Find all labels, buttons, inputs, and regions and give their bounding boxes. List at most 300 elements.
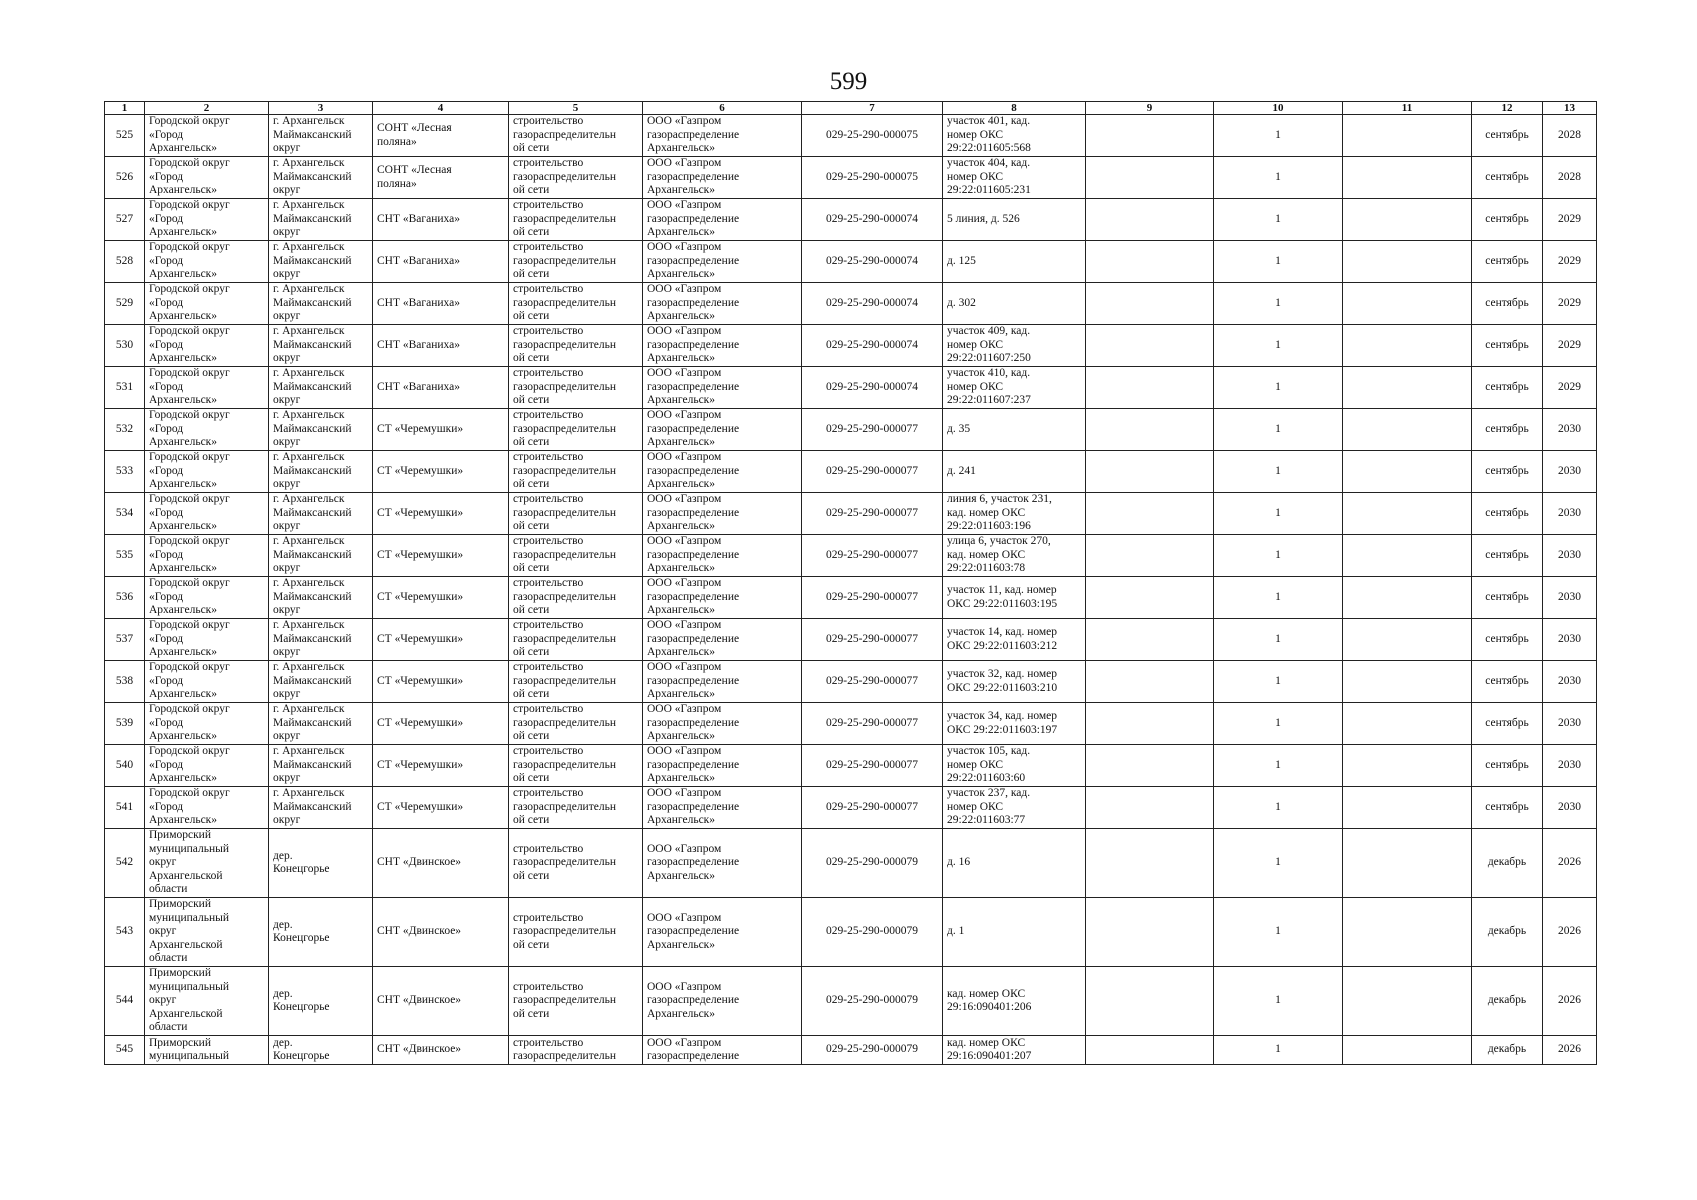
cell-text: СНТ «Ваганиха»: [377, 338, 460, 351]
cell-text: Городской округ «Город Архангельск»: [149, 451, 230, 491]
cell-text: участок 237, кад. номер ОКС 29:22:011603:77: [947, 787, 1031, 827]
table-cell: [1543, 493, 1597, 535]
table-cell: [373, 829, 509, 898]
table-cell: [943, 745, 1086, 787]
cell-text: декабрь: [1487, 1043, 1527, 1056]
table-cell: [105, 787, 145, 829]
table-cell: [643, 787, 802, 829]
cell-text: Городской округ «Город Архангельск»: [149, 367, 230, 407]
table-row: [105, 115, 1597, 157]
table-cell: [373, 787, 509, 829]
cell-text: сентябрь: [1485, 716, 1529, 729]
table-cell: [1086, 1036, 1214, 1065]
table-cell: [105, 409, 145, 451]
cell-text: сентябрь: [1485, 548, 1529, 561]
cell-text: 540: [115, 758, 134, 771]
cell-text: 2029: [1558, 380, 1581, 393]
table-cell: [509, 115, 643, 157]
cell-text: 544: [115, 994, 134, 1007]
table-cell: [1543, 619, 1597, 661]
table-row: [105, 493, 1597, 535]
table-cell: [1086, 241, 1214, 283]
table-cell: [1214, 745, 1343, 787]
table-cell: [1472, 409, 1543, 451]
cell-text: 2030: [1558, 590, 1581, 603]
table-cell: [145, 1036, 269, 1065]
table-cell: [943, 1036, 1086, 1065]
cell-text: 1: [1275, 994, 1281, 1007]
cell-text: Городской округ «Город Архангельск»: [149, 115, 230, 155]
table-cell: [105, 325, 145, 367]
cell-text: участок 14, кад. номер ОКС 29:22:011603:212: [947, 626, 1058, 652]
table-cell: [1543, 325, 1597, 367]
cell-text: 029-25-290-000075: [826, 170, 918, 183]
cell-text: г. Архангельск Маймаксанский округ: [273, 409, 352, 449]
table-cell: [105, 199, 145, 241]
table-cell: [1086, 157, 1214, 199]
table-cell: [1214, 199, 1343, 241]
cell-text: 1: [1275, 716, 1281, 729]
table-cell: [509, 703, 643, 745]
cell-text: ООО «Газпром газораспределение Архангельск»: [647, 577, 740, 617]
cell-text: 2029: [1558, 296, 1581, 309]
table-cell: [1472, 535, 1543, 577]
table-cell: [1343, 115, 1472, 157]
table-cell: [1214, 535, 1343, 577]
table-cell: [802, 619, 943, 661]
table-cell: [1086, 829, 1214, 898]
table-cell: [643, 898, 802, 967]
cell-text: строительство газораспределительн ой сети: [513, 787, 616, 827]
table-cell: [509, 325, 643, 367]
table-cell: [1543, 241, 1597, 283]
cell-text: 533: [115, 464, 134, 477]
cell-text: ООО «Газпром газораспределение Архангельск»: [647, 325, 740, 365]
table-cell: [1543, 199, 1597, 241]
cell-text: строительство газораспределительн ой сети: [513, 199, 616, 239]
cell-text: сентябрь: [1485, 422, 1529, 435]
cell-text: декабрь: [1487, 994, 1527, 1007]
table-cell: [802, 409, 943, 451]
cell-text: СНТ «Ваганиха»: [377, 380, 460, 393]
table-cell: [1214, 661, 1343, 703]
table-cell: [269, 703, 373, 745]
cell-text: 526: [115, 170, 134, 183]
cell-text: 2029: [1558, 338, 1581, 351]
cell-text: ООО «Газпром газораспределение Архангельск»: [647, 535, 740, 575]
table-cell: [1472, 619, 1543, 661]
table-cell: [509, 409, 643, 451]
cell-text: Приморский муниципальный: [149, 1036, 230, 1062]
cell-text: строительство газораспределительн ой сети: [513, 745, 616, 785]
column-header: 6: [643, 102, 802, 115]
table-row: [105, 967, 1597, 1036]
cell-text: 1: [1275, 422, 1281, 435]
table-cell: [1543, 661, 1597, 703]
cell-text: сентябрь: [1485, 338, 1529, 351]
cell-text: 1: [1275, 758, 1281, 771]
cell-text: 2030: [1558, 506, 1581, 519]
cell-text: г. Архангельск Маймаксанский округ: [273, 157, 352, 197]
table-cell: [269, 451, 373, 493]
table-cell: [1343, 829, 1472, 898]
table-cell: [145, 577, 269, 619]
table-cell: [1086, 367, 1214, 409]
cell-text: ООО «Газпром газораспределение Архангельск»: [647, 241, 740, 281]
table-cell: [105, 703, 145, 745]
cell-text: Городской округ «Город Архангельск»: [149, 199, 230, 239]
table-cell: [373, 577, 509, 619]
cell-text: 029-25-290-000079: [826, 1043, 918, 1056]
cell-text: г. Архангельск Маймаксанский округ: [273, 283, 352, 323]
cell-text: г. Архангельск Маймаксанский округ: [273, 325, 352, 365]
table-cell: [1543, 157, 1597, 199]
table-cell: [1214, 115, 1343, 157]
cell-text: 529: [115, 296, 134, 309]
table-cell: [105, 967, 145, 1036]
cell-text: строительство газораспределительн ой сети: [513, 283, 616, 323]
table-cell: [643, 829, 802, 898]
cell-text: 029-25-290-000079: [826, 994, 918, 1007]
table-cell: [643, 535, 802, 577]
cell-text: Городской округ «Город Архангельск»: [149, 661, 230, 701]
table-cell: [145, 115, 269, 157]
cell-text: 538: [115, 674, 134, 687]
table-cell: [145, 283, 269, 325]
table-cell: [1086, 199, 1214, 241]
table-cell: [643, 967, 802, 1036]
table-cell: [509, 898, 643, 967]
cell-text: кад. номер ОКС 29:16:090401:207: [947, 1036, 1032, 1062]
table-cell: [1214, 703, 1343, 745]
cell-text: 1: [1275, 548, 1281, 561]
cell-text: сентябрь: [1485, 170, 1529, 183]
table-cell: [1214, 898, 1343, 967]
cell-text: участок 401, кад. номер ОКС 29:22:011605:568: [947, 115, 1031, 155]
table-cell: [145, 535, 269, 577]
table-cell: [145, 703, 269, 745]
table-cell: [1214, 325, 1343, 367]
cell-text: ООО «Газпром газораспределение Архангельск»: [647, 409, 740, 449]
table-cell: [802, 577, 943, 619]
cell-text: Приморский муниципальный округ Архангельской области: [149, 829, 230, 896]
table-cell: [643, 1036, 802, 1065]
cell-text: декабрь: [1487, 925, 1527, 938]
cell-text: участок 404, кад. номер ОКС 29:22:011605:231: [947, 157, 1031, 197]
cell-text: д. 1: [947, 925, 965, 938]
cell-text: строительство газораспределительн ой сети: [513, 619, 616, 659]
cell-text: Городской округ «Город Архангельск»: [149, 619, 230, 659]
table-cell: [1343, 1036, 1472, 1065]
table-cell: [643, 241, 802, 283]
cell-text: сентябрь: [1485, 506, 1529, 519]
table-cell: [145, 967, 269, 1036]
table-cell: [145, 745, 269, 787]
table-cell: [373, 619, 509, 661]
cell-text: ООО «Газпром газораспределение Архангельск»: [647, 115, 740, 155]
table-cell: [943, 199, 1086, 241]
cell-text: СНТ «Ваганиха»: [377, 296, 460, 309]
table-cell: [1343, 967, 1472, 1036]
table-cell: [1472, 199, 1543, 241]
cell-text: сентябрь: [1485, 800, 1529, 813]
table-row: [105, 577, 1597, 619]
cell-text: ООО «Газпром газораспределение Архангельск»: [647, 283, 740, 323]
table-cell: [373, 661, 509, 703]
table-cell: [943, 898, 1086, 967]
cell-text: строительство газораспределительн: [513, 1036, 616, 1062]
table-cell: [1086, 745, 1214, 787]
cell-text: СТ «Черемушки»: [377, 716, 464, 729]
table-cell: [509, 451, 643, 493]
table-cell: [269, 535, 373, 577]
table-cell: [1472, 745, 1543, 787]
table-cell: [1343, 787, 1472, 829]
table-cell: [1086, 283, 1214, 325]
cell-text: 1: [1275, 128, 1281, 141]
table-cell: [943, 367, 1086, 409]
cell-text: ООО «Газпром газораспределение Архангельск»: [647, 199, 740, 239]
table-cell: [802, 661, 943, 703]
cell-text: СТ «Черемушки»: [377, 590, 464, 603]
table-cell: [1343, 241, 1472, 283]
data-table: [104, 101, 1597, 1065]
table-cell: [802, 703, 943, 745]
table-row: [105, 535, 1597, 577]
cell-text: 2028: [1558, 170, 1581, 183]
table-cell: [1086, 619, 1214, 661]
cell-text: строительство газораспределительн ой сети: [513, 409, 616, 449]
cell-text: 029-25-290-000074: [826, 254, 918, 267]
table-cell: [1343, 535, 1472, 577]
cell-text: строительство газораспределительн ой сети: [513, 367, 616, 407]
table-cell: [1472, 898, 1543, 967]
cell-text: 2029: [1558, 212, 1581, 225]
table-cell: [269, 283, 373, 325]
cell-text: ООО «Газпром газораспределение Архангельск»: [647, 787, 740, 827]
table-cell: [1343, 577, 1472, 619]
cell-text: СТ «Черемушки»: [377, 506, 464, 519]
cell-text: СТ «Черемушки»: [377, 758, 464, 771]
table-cell: [943, 577, 1086, 619]
cell-text: 1: [1275, 674, 1281, 687]
table-cell: [943, 661, 1086, 703]
table-cell: [1086, 115, 1214, 157]
table-cell: [145, 829, 269, 898]
cell-text: СТ «Черемушки»: [377, 800, 464, 813]
table-cell: [105, 535, 145, 577]
table-cell: [1472, 157, 1543, 199]
table-cell: [802, 967, 943, 1036]
table-cell: [643, 409, 802, 451]
cell-text: Городской округ «Город Архангельск»: [149, 745, 230, 785]
page-number: 599: [829, 68, 868, 95]
table-cell: [943, 451, 1086, 493]
cell-text: ООО «Газпром газораспределение Архангельск»: [647, 842, 740, 882]
table-cell: [269, 661, 373, 703]
cell-text: участок 410, кад. номер ОКС 29:22:011607:237: [947, 367, 1031, 407]
table-cell: [373, 1036, 509, 1065]
table-cell: [1343, 367, 1472, 409]
table-cell: [643, 619, 802, 661]
table-cell: [1343, 493, 1472, 535]
cell-text: 2029: [1558, 254, 1581, 267]
table-cell: [105, 898, 145, 967]
cell-text: строительство газораспределительн ой сети: [513, 661, 616, 701]
table-cell: [1214, 967, 1343, 1036]
table-cell: [643, 157, 802, 199]
cell-text: 2026: [1558, 856, 1581, 869]
table-cell: [1086, 325, 1214, 367]
table-cell: [802, 898, 943, 967]
table-row: [105, 241, 1597, 283]
table-cell: [643, 451, 802, 493]
table-cell: [509, 199, 643, 241]
table-cell: [1543, 967, 1597, 1036]
cell-text: Городской округ «Город Архангельск»: [149, 493, 230, 533]
cell-text: сентябрь: [1485, 590, 1529, 603]
table-cell: [643, 283, 802, 325]
table-cell: [509, 535, 643, 577]
table-cell: [509, 241, 643, 283]
table-cell: [1472, 451, 1543, 493]
cell-text: 029-25-290-000077: [826, 758, 918, 771]
cell-text: 029-25-290-000077: [826, 422, 918, 435]
table-cell: [145, 898, 269, 967]
cell-text: 2026: [1558, 925, 1581, 938]
cell-text: 542: [115, 856, 134, 869]
table-cell: [1343, 703, 1472, 745]
cell-text: 2030: [1558, 800, 1581, 813]
cell-text: строительство газораспределительн ой сети: [513, 157, 616, 197]
table-row: [105, 661, 1597, 703]
cell-text: сентябрь: [1485, 674, 1529, 687]
cell-text: 530: [115, 338, 134, 351]
cell-text: 029-25-290-000074: [826, 296, 918, 309]
column-header: 9: [1086, 102, 1214, 115]
cell-text: 029-25-290-000079: [826, 925, 918, 938]
cell-text: ООО «Газпром газораспределение Архангельск»: [647, 493, 740, 533]
cell-text: 2030: [1558, 758, 1581, 771]
cell-text: 1: [1275, 1043, 1281, 1056]
cell-text: Городской округ «Город Архангельск»: [149, 241, 230, 281]
table-cell: [802, 829, 943, 898]
table-cell: [269, 367, 373, 409]
table-cell: [1543, 283, 1597, 325]
table-cell: [1214, 451, 1343, 493]
table-cell: [509, 787, 643, 829]
table-cell: [105, 661, 145, 703]
table-cell: [1543, 898, 1597, 967]
table-cell: [643, 325, 802, 367]
table-cell: [145, 493, 269, 535]
table-cell: [145, 451, 269, 493]
table-cell: [105, 367, 145, 409]
cell-text: 531: [115, 380, 134, 393]
cell-text: СНТ «Двинское»: [377, 925, 462, 938]
cell-text: сентябрь: [1485, 464, 1529, 477]
cell-text: СТ «Черемушки»: [377, 632, 464, 645]
table-cell: [1472, 493, 1543, 535]
cell-text: д. 35: [947, 422, 971, 435]
cell-text: строительство газораспределительн ой сети: [513, 703, 616, 743]
column-header: 7: [802, 102, 943, 115]
cell-text: 1: [1275, 590, 1281, 603]
table-cell: [1472, 325, 1543, 367]
cell-text: г. Архангельск Маймаксанский округ: [273, 619, 352, 659]
cell-text: участок 32, кад. номер ОКС 29:22:011603:210: [947, 668, 1058, 694]
cell-text: строительство газораспределительн ой сети: [513, 980, 616, 1020]
table-cell: [105, 115, 145, 157]
table-cell: [643, 493, 802, 535]
cell-text: 029-25-290-000077: [826, 590, 918, 603]
cell-text: строительство газораспределительн ой сети: [513, 115, 616, 155]
column-header: 13: [1543, 102, 1597, 115]
cell-text: 1: [1275, 296, 1281, 309]
cell-text: 2026: [1558, 994, 1581, 1007]
cell-text: строительство газораспределительн ой сети: [513, 451, 616, 491]
cell-text: СНТ «Двинское»: [377, 994, 462, 1007]
cell-text: д. 241: [947, 464, 976, 477]
table-cell: [1472, 703, 1543, 745]
table-cell: [802, 157, 943, 199]
column-header: 1: [105, 102, 145, 115]
cell-text: участок 409, кад. номер ОКС 29:22:011607:250: [947, 325, 1031, 365]
cell-text: дер. Конецгорье: [273, 987, 330, 1013]
cell-text: строительство газораспределительн ой сети: [513, 842, 616, 882]
table-cell: [145, 199, 269, 241]
table-cell: [269, 829, 373, 898]
table-cell: [943, 283, 1086, 325]
cell-text: 527: [115, 212, 134, 225]
table-cell: [269, 325, 373, 367]
cell-text: линия 6, участок 231, кад. номер ОКС 29:22:011603:196: [947, 493, 1052, 533]
cell-text: г. Архангельск Маймаксанский округ: [273, 199, 352, 239]
table-row: [105, 283, 1597, 325]
table-cell: [373, 409, 509, 451]
cell-text: СОНТ «Лесная поляна»: [377, 122, 452, 148]
cell-text: Городской округ «Город Архангельск»: [149, 157, 230, 197]
table-cell: [1214, 241, 1343, 283]
table-cell: [1472, 241, 1543, 283]
cell-text: 2030: [1558, 632, 1581, 645]
table-cell: [373, 283, 509, 325]
cell-text: 536: [115, 590, 134, 603]
cell-text: Городской округ «Город Архангельск»: [149, 703, 230, 743]
table-cell: [1472, 1036, 1543, 1065]
table-row: [105, 325, 1597, 367]
cell-text: ООО «Газпром газораспределение Архангельск»: [647, 619, 740, 659]
cell-text: 029-25-290-000077: [826, 506, 918, 519]
cell-text: 2028: [1558, 128, 1581, 141]
table-row: [105, 409, 1597, 451]
cell-text: СНТ «Двинское»: [377, 1043, 462, 1056]
cell-text: сентябрь: [1485, 758, 1529, 771]
table-cell: [269, 967, 373, 1036]
table-cell: [1214, 493, 1343, 535]
table-cell: [943, 493, 1086, 535]
table-cell: [802, 745, 943, 787]
table-row: [105, 619, 1597, 661]
cell-text: 029-25-290-000077: [826, 464, 918, 477]
cell-text: 029-25-290-000075: [826, 128, 918, 141]
table-cell: [1343, 325, 1472, 367]
cell-text: ООО «Газпром газораспределение Архангельск»: [647, 451, 740, 491]
table-cell: [269, 493, 373, 535]
cell-text: СТ «Черемушки»: [377, 548, 464, 561]
cell-text: сентябрь: [1485, 632, 1529, 645]
cell-text: 1: [1275, 380, 1281, 393]
